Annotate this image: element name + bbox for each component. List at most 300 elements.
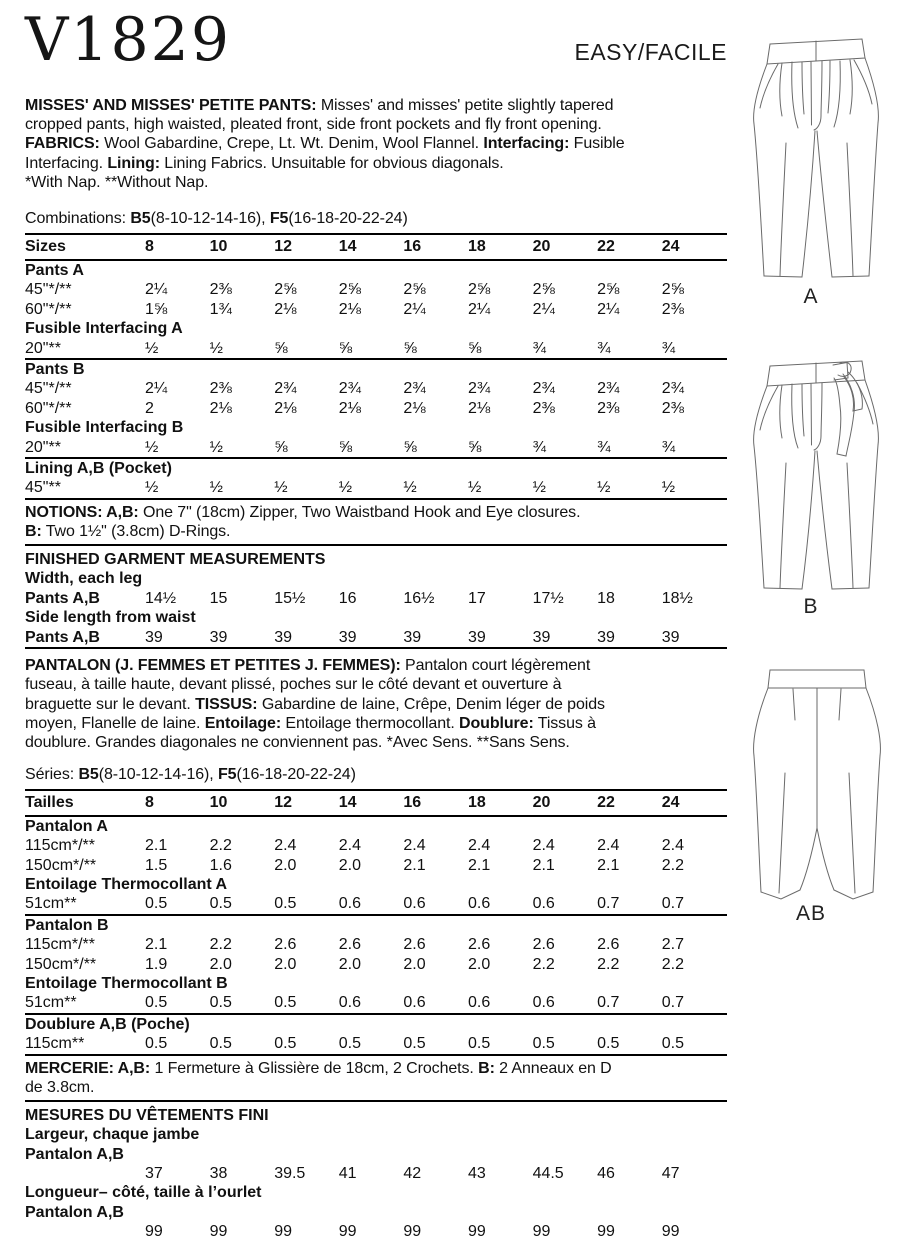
table-row bbox=[25, 379, 727, 398]
table-cell: ½ bbox=[209, 438, 223, 456]
table-cell: 2.0 bbox=[338, 955, 362, 973]
table-section-row bbox=[25, 1125, 727, 1144]
table-cell: ¾ bbox=[661, 438, 676, 456]
text-segment: moyen, Flanelle de laine. bbox=[25, 714, 205, 732]
table-cell: 2.6 bbox=[597, 936, 620, 954]
section-label: Entoilage Thermocollant A bbox=[25, 875, 228, 893]
table-section-row bbox=[25, 418, 727, 437]
table-cell: 44.5 bbox=[532, 1165, 564, 1182]
table-cell: 0.5 bbox=[145, 994, 168, 1012]
table-cell: 2.6 bbox=[467, 936, 491, 954]
table-row bbox=[25, 894, 727, 913]
table-cell: 99 bbox=[145, 1223, 163, 1241]
table-section-row bbox=[25, 1183, 727, 1202]
row-label: 51cm** bbox=[25, 994, 77, 1012]
table-cell: 2¾ bbox=[403, 380, 426, 398]
table-section-row bbox=[25, 1145, 727, 1164]
table-cell: ½ bbox=[145, 339, 159, 357]
section-label: Fusible Interfacing B bbox=[25, 419, 184, 437]
figure-ab bbox=[737, 658, 897, 926]
size-header-cell: 16 bbox=[403, 793, 422, 811]
text-segment: Wool Gabardine, Crepe, Lt. Wt. Denim, Wool Flannel. bbox=[99, 135, 484, 153]
text-segment: 1 Fermeture à Glissière de 18cm, 2 Crochets. bbox=[150, 1059, 479, 1077]
pants-b-legs bbox=[754, 380, 879, 589]
table-cell: 39 bbox=[338, 628, 357, 646]
table-cell: 2.4 bbox=[661, 837, 684, 855]
table-cell: 2⅝ bbox=[274, 281, 297, 299]
bold-text-segment: PANTALON (J. FEMMES ET PETITES J. FEMMES): bbox=[25, 657, 401, 675]
section-label: Pants B bbox=[25, 361, 85, 379]
table-cell: 2⅜ bbox=[209, 281, 232, 299]
table-cell: 2 bbox=[145, 399, 154, 417]
text-segment: Séries: bbox=[25, 766, 79, 784]
table-cell: ⅝ bbox=[338, 339, 353, 357]
section-label: Pantalon A,B bbox=[25, 1203, 124, 1221]
table-cell: 15 bbox=[209, 589, 228, 607]
table-cell: 2¾ bbox=[597, 380, 620, 398]
size-header-cell: 24 bbox=[661, 238, 680, 256]
table-cell: 2.2 bbox=[209, 936, 232, 954]
size-header-cell: 12 bbox=[274, 793, 292, 811]
pants-ab-legs bbox=[754, 688, 881, 899]
section-label: Lining A,B (Pocket) bbox=[25, 460, 172, 478]
table-cell: ½ bbox=[209, 479, 223, 497]
table-cell: ⅝ bbox=[274, 438, 288, 456]
table-cell: 0.5 bbox=[532, 1035, 555, 1053]
table-row bbox=[25, 339, 727, 358]
bold-text-segment: MISSES' AND MISSES' PETITE PANTS: bbox=[25, 97, 317, 114]
table-cell: 0.6 bbox=[467, 994, 491, 1012]
table-cell: ⅝ bbox=[274, 339, 288, 357]
table-cell: 0.6 bbox=[403, 895, 426, 913]
table-row bbox=[25, 399, 727, 418]
table-section-row bbox=[25, 550, 727, 569]
row-label: 45"*/** bbox=[25, 281, 72, 299]
table-cell: 16½ bbox=[403, 589, 435, 607]
text-line bbox=[25, 1059, 727, 1079]
table-row bbox=[25, 1034, 727, 1053]
section-label: MESURES DU VÊTEMENTS FINI bbox=[25, 1106, 269, 1124]
text-segment: *With Nap. **Without Nap. bbox=[25, 173, 209, 191]
table-cell: 2⅝ bbox=[338, 281, 362, 299]
text-segment: (16-18-20-22-24) bbox=[236, 766, 356, 784]
table-row bbox=[25, 300, 727, 319]
table-cell: 2.4 bbox=[274, 837, 297, 855]
table-cell: 0.5 bbox=[338, 1035, 362, 1053]
text-segment: Interfacing. bbox=[25, 154, 108, 172]
table-cell: 2⅝ bbox=[467, 281, 491, 299]
text-line bbox=[25, 173, 727, 192]
size-header-cell: 12 bbox=[274, 238, 292, 256]
table-cell: 38 bbox=[209, 1165, 228, 1182]
text-segment: (8-10-12-14-16), bbox=[98, 766, 218, 784]
table-cell: 39.5 bbox=[274, 1165, 306, 1182]
row-label: Tailles bbox=[25, 793, 74, 811]
notions-text bbox=[25, 503, 727, 546]
bold-text-segment: FABRICS: bbox=[25, 135, 100, 153]
table-row bbox=[25, 1164, 727, 1183]
table-cell: 2¼ bbox=[403, 300, 426, 318]
section-label: Width, each leg bbox=[25, 570, 143, 588]
pattern-number: V1829 bbox=[25, 5, 232, 75]
table-cell: ⅝ bbox=[403, 339, 417, 357]
table-cell: 2¼ bbox=[467, 300, 491, 318]
row-label: 115cm*/** bbox=[25, 936, 95, 954]
masthead bbox=[25, 0, 727, 80]
table-section-row bbox=[25, 875, 727, 894]
text-segment: One 7" (18cm) Zipper, Two Waistband Hook and Eye closures. bbox=[138, 503, 581, 521]
table-cell: 43 bbox=[467, 1165, 486, 1182]
table-cell: 99 bbox=[209, 1223, 228, 1241]
table-cell: ½ bbox=[145, 438, 159, 456]
bold-text-segment: F5 bbox=[269, 210, 289, 228]
table-cell: 39 bbox=[145, 628, 163, 646]
table-cell: 2.7 bbox=[661, 936, 684, 954]
table-section-row bbox=[25, 319, 727, 338]
table-section-row bbox=[25, 1203, 727, 1222]
bold-text-segment: TISSUS: bbox=[195, 695, 258, 713]
table-cell: 0.6 bbox=[338, 994, 362, 1012]
pants-a-pleats bbox=[780, 60, 853, 128]
table-section-row bbox=[25, 817, 727, 836]
text-segment: Misses' and misses' petite slightly tapered bbox=[316, 97, 614, 114]
finished-measurements-table bbox=[25, 550, 727, 649]
table-cell: 0.5 bbox=[209, 994, 232, 1012]
table-cell: 2¾ bbox=[532, 380, 555, 398]
table-cell: 47 bbox=[661, 1165, 680, 1182]
bold-text-segment: B5 bbox=[78, 766, 99, 784]
row-label: 60"*/** bbox=[25, 399, 72, 417]
table-cell: 0.5 bbox=[467, 1035, 491, 1053]
table-cell: 2.1 bbox=[403, 856, 426, 874]
row-label: 115cm*/** bbox=[25, 837, 95, 855]
pants-ab-waistband bbox=[768, 670, 866, 688]
size-header-cell: 20 bbox=[532, 793, 551, 811]
text-line bbox=[25, 115, 727, 134]
figure-a-label: A bbox=[803, 285, 819, 308]
table-cell: 2.2 bbox=[532, 955, 555, 973]
size-header-cell: 22 bbox=[597, 793, 615, 811]
table-cell: 99 bbox=[403, 1223, 422, 1241]
table-section-row bbox=[25, 916, 727, 935]
pants-a-fly bbox=[811, 61, 822, 130]
table-cell: 0.7 bbox=[661, 895, 684, 913]
table-cell: 0.5 bbox=[209, 895, 232, 913]
row-label: Sizes bbox=[25, 238, 66, 256]
table-cell: 18½ bbox=[661, 589, 693, 607]
table-cell: 2.6 bbox=[403, 936, 426, 954]
table-cell: ¾ bbox=[532, 339, 546, 357]
text-line bbox=[25, 1078, 727, 1098]
table-cell: 2.4 bbox=[597, 837, 620, 855]
table-cell: ½ bbox=[467, 479, 482, 497]
text-segment: braguette sur le devant. bbox=[25, 695, 196, 713]
table-cell: 39 bbox=[209, 628, 228, 646]
table-row bbox=[25, 478, 727, 497]
text-segment: cropped pants, high waisted, pleated front, side front pockets and fly front opening. bbox=[25, 116, 602, 134]
table-cell: ½ bbox=[403, 479, 417, 497]
table-cell: 37 bbox=[145, 1165, 163, 1182]
table-cell: 17½ bbox=[532, 589, 564, 607]
row-label bbox=[25, 1164, 145, 1183]
table-section-row bbox=[25, 1106, 727, 1125]
table-cell: ½ bbox=[209, 339, 223, 357]
table-cell: 2.0 bbox=[467, 955, 491, 973]
row-label: 150cm*/** bbox=[25, 955, 97, 973]
table-row bbox=[25, 589, 727, 608]
table-cell: 39 bbox=[467, 628, 486, 646]
pants-a-legs bbox=[754, 58, 879, 277]
table-cell: 0.5 bbox=[145, 895, 168, 913]
table-cell: 2.0 bbox=[403, 955, 426, 973]
table-cell: 2.2 bbox=[661, 856, 684, 874]
table-cell: 2¼ bbox=[145, 380, 168, 398]
table-cell: 2⅝ bbox=[403, 281, 426, 299]
text-line bbox=[25, 503, 727, 523]
table-cell: 0.6 bbox=[532, 895, 555, 913]
table-row bbox=[25, 628, 727, 647]
row-label: 45"*/** bbox=[25, 380, 72, 398]
table-cell: 0.6 bbox=[532, 994, 555, 1012]
row-label: 45"** bbox=[25, 479, 61, 497]
table-cell: 2.4 bbox=[467, 837, 491, 855]
series-line bbox=[25, 765, 727, 785]
table-cell: 0.5 bbox=[274, 994, 297, 1012]
table-section-row bbox=[25, 360, 727, 379]
pants-b-tie-belt bbox=[833, 362, 862, 456]
table-cell: 2.1 bbox=[145, 837, 168, 855]
table-cell: 99 bbox=[467, 1223, 486, 1241]
table-section-row bbox=[25, 974, 727, 993]
row-label: 51cm** bbox=[25, 895, 77, 913]
text-segment: de 3.8cm. bbox=[25, 1079, 95, 1097]
bold-text-segment: Interfacing: bbox=[483, 135, 570, 153]
table-row bbox=[25, 993, 727, 1012]
content-column bbox=[25, 0, 727, 1242]
text-segment: Combinations: bbox=[25, 210, 131, 228]
size-header-cell: 8 bbox=[145, 793, 154, 811]
table-cell: 2¾ bbox=[467, 380, 491, 398]
description-en bbox=[25, 96, 727, 192]
finished-measurements-table-metric bbox=[25, 1106, 727, 1242]
section-label: Pantalon B bbox=[25, 916, 109, 934]
section-label: Fusible Interfacing A bbox=[25, 320, 183, 338]
table-cell: 99 bbox=[597, 1223, 615, 1241]
section-label: Pantalon A,B bbox=[25, 1145, 124, 1163]
bold-text-segment: B5 bbox=[130, 210, 151, 228]
text-line bbox=[25, 695, 727, 714]
table-cell: ⅝ bbox=[338, 438, 353, 456]
text-line bbox=[25, 714, 727, 733]
table-cell: ½ bbox=[338, 479, 353, 497]
table-cell: 2.1 bbox=[532, 856, 555, 874]
size-header-cell: 10 bbox=[209, 238, 228, 256]
size-yardage-table bbox=[25, 233, 727, 500]
table-cell: 0.5 bbox=[403, 1035, 426, 1053]
size-header-cell: 14 bbox=[338, 793, 357, 811]
table-cell: 2.2 bbox=[661, 955, 684, 973]
table-cell: 1⅝ bbox=[145, 300, 168, 318]
table-header-row bbox=[25, 791, 727, 815]
row-label: Pants A,B bbox=[25, 628, 100, 646]
pants-ab-back-illustration bbox=[737, 658, 897, 900]
table-cell: 0.5 bbox=[274, 895, 297, 913]
size-header-cell: 16 bbox=[403, 238, 422, 256]
section-label: Pantalon A bbox=[25, 817, 108, 835]
text-segment: (8-10-12-14-16), bbox=[150, 210, 270, 228]
table-cell: ¾ bbox=[597, 438, 611, 456]
table-row bbox=[25, 280, 727, 299]
section-label: Doublure A,B (Poche) bbox=[25, 1015, 190, 1033]
table-rule bbox=[25, 647, 727, 649]
table-cell: 39 bbox=[274, 628, 292, 646]
bold-text-segment: Doublure: bbox=[459, 714, 534, 732]
table-cell: 0.5 bbox=[274, 1035, 297, 1053]
table-cell: 1.6 bbox=[209, 856, 232, 874]
table-cell: 0.5 bbox=[661, 1035, 684, 1053]
table-cell: 2.4 bbox=[338, 837, 362, 855]
table-cell: 2.0 bbox=[209, 955, 232, 973]
metric-yardage-table bbox=[25, 789, 727, 1056]
mercerie-text bbox=[25, 1059, 727, 1102]
pants-b-pleats bbox=[780, 384, 804, 448]
table-cell: 99 bbox=[274, 1223, 292, 1241]
table-cell: 2⅛ bbox=[338, 399, 362, 417]
table-cell: 39 bbox=[597, 628, 615, 646]
description-fr bbox=[25, 656, 727, 752]
text-line bbox=[25, 765, 727, 785]
row-label bbox=[25, 1222, 145, 1241]
table-cell: 2⅛ bbox=[467, 399, 491, 417]
size-header-cell: 10 bbox=[209, 793, 228, 811]
table-cell: 2.2 bbox=[597, 955, 620, 973]
table-row bbox=[25, 438, 727, 457]
bold-text-segment: Entoilage: bbox=[204, 714, 282, 732]
text-segment: Fusible bbox=[569, 135, 625, 153]
table-section-row bbox=[25, 1015, 727, 1034]
pants-b-fly bbox=[811, 383, 822, 450]
table-cell: 2.1 bbox=[145, 936, 168, 954]
row-label: 115cm** bbox=[25, 1035, 85, 1053]
table-cell: 39 bbox=[661, 628, 680, 646]
table-cell: 1.9 bbox=[145, 955, 168, 973]
pants-b-pockets bbox=[760, 383, 873, 430]
table-cell: ⅝ bbox=[467, 339, 482, 357]
text-segment: Pantalon court légèrement bbox=[400, 657, 591, 675]
figure-a bbox=[737, 28, 897, 309]
difficulty-label: EASY/FACILE bbox=[574, 39, 727, 65]
text-line bbox=[25, 154, 727, 173]
table-cell: 0.7 bbox=[597, 895, 620, 913]
table-cell: ¾ bbox=[661, 339, 676, 357]
table-cell: 2⅝ bbox=[661, 281, 684, 299]
table-cell: 99 bbox=[532, 1223, 551, 1241]
table-cell: 18 bbox=[597, 589, 615, 607]
row-label: 20"** bbox=[25, 339, 61, 357]
bold-text-segment: B: bbox=[25, 523, 42, 541]
text-line bbox=[25, 656, 727, 675]
table-cell: 2⅛ bbox=[209, 399, 232, 417]
table-cell: 1.5 bbox=[145, 856, 168, 874]
table-cell: 2⅛ bbox=[403, 399, 426, 417]
text-segment: Entoilage thermocollant. bbox=[281, 714, 460, 732]
table-cell: 2⅜ bbox=[532, 399, 555, 417]
text-segment: Tissus à bbox=[533, 714, 596, 732]
table-cell: 2.4 bbox=[532, 837, 555, 855]
table-rule bbox=[25, 1054, 727, 1056]
text-line bbox=[25, 96, 727, 115]
row-label: Pants A,B bbox=[25, 589, 100, 607]
table-cell: 2⅛ bbox=[338, 300, 362, 318]
table-cell: 2⅜ bbox=[597, 399, 620, 417]
text-line bbox=[25, 522, 727, 542]
table-cell: 2⅜ bbox=[209, 380, 232, 398]
table-cell: 2¼ bbox=[532, 300, 555, 318]
table-cell: 0.5 bbox=[145, 1035, 168, 1053]
table-cell: 2⅜ bbox=[661, 399, 684, 417]
table-cell: 0.7 bbox=[597, 994, 620, 1012]
table-section-row bbox=[25, 608, 727, 627]
size-header-cell: 18 bbox=[467, 238, 486, 256]
table-cell: 41 bbox=[338, 1165, 357, 1182]
section-label: Side length from waist bbox=[25, 609, 196, 627]
figure-b bbox=[737, 350, 897, 619]
bold-text-segment: Lining: bbox=[107, 154, 160, 172]
table-cell: ⅝ bbox=[467, 438, 482, 456]
text-line bbox=[25, 209, 727, 229]
figure-b-label: B bbox=[803, 595, 819, 618]
table-row bbox=[25, 1222, 727, 1241]
table-cell: 2.6 bbox=[532, 936, 555, 954]
row-label: 150cm*/** bbox=[25, 856, 97, 874]
text-segment: Gabardine de laine, Crêpe, Denim léger de poids bbox=[257, 695, 605, 713]
table-cell: 99 bbox=[661, 1223, 680, 1241]
text-segment: (16-18-20-22-24) bbox=[288, 210, 408, 228]
size-header-cell: 14 bbox=[338, 238, 357, 256]
table-cell: 2.6 bbox=[274, 936, 297, 954]
table-cell: 0.5 bbox=[209, 1035, 232, 1053]
table-cell: 2¾ bbox=[338, 380, 362, 398]
combinations-line bbox=[25, 209, 727, 229]
table-cell: ½ bbox=[597, 479, 611, 497]
section-label: Entoilage Thermocollant B bbox=[25, 974, 228, 992]
row-label: 20"** bbox=[25, 438, 61, 456]
table-cell: 2¾ bbox=[274, 380, 297, 398]
table-row bbox=[25, 935, 727, 954]
table-cell: 2.1 bbox=[467, 856, 491, 874]
section-label: Largeur, chaque jambe bbox=[25, 1126, 200, 1144]
pants-a-front-illustration bbox=[737, 28, 897, 283]
table-cell: 0.7 bbox=[661, 994, 684, 1012]
figure-ab-label: AB bbox=[795, 902, 826, 925]
table-cell: 2.0 bbox=[274, 955, 297, 973]
figures-column bbox=[737, 0, 900, 1231]
table-cell: 2.0 bbox=[274, 856, 297, 874]
size-header-cell: 8 bbox=[145, 238, 154, 256]
table-cell: 2⅝ bbox=[532, 281, 555, 299]
section-label: Pants A bbox=[25, 262, 84, 280]
table-cell: 99 bbox=[338, 1223, 357, 1241]
pants-a-pockets bbox=[760, 60, 872, 108]
table-cell: 0.5 bbox=[597, 1035, 620, 1053]
table-section-row bbox=[25, 459, 727, 478]
table-cell: 2⅝ bbox=[597, 281, 620, 299]
section-label: Longueur– côté, taille à l’ourlet bbox=[25, 1184, 262, 1202]
text-segment: Two 1½" (3.8cm) D-Rings. bbox=[41, 523, 231, 541]
table-section-row bbox=[25, 261, 727, 280]
bold-text-segment: MERCERIE: A,B: bbox=[25, 1059, 151, 1077]
table-cell: 2⅛ bbox=[274, 300, 297, 318]
